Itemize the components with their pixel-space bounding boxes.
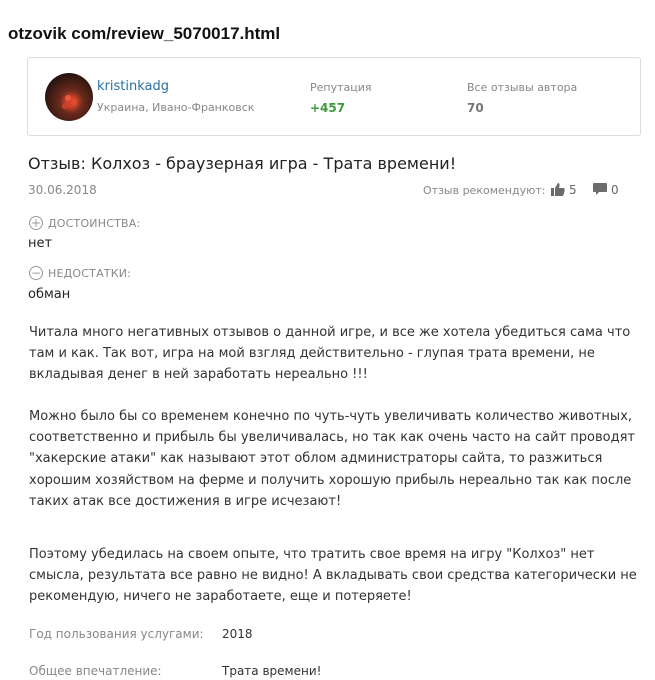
author-location: Украина, Ивано-Франковск	[97, 101, 255, 114]
minus-circle-icon: −	[30, 266, 42, 280]
usage-year-label: Год пользования услугами:	[29, 627, 204, 641]
usage-year-value: 2018	[222, 627, 253, 641]
author-card	[27, 57, 641, 136]
author-reviews-label[interactable]: Все отзывы автора	[467, 81, 578, 94]
comment-icon[interactable]	[593, 183, 607, 196]
pros-label: ДОСТОИНСТВА:	[48, 217, 141, 230]
impression-label: Общее впечатление:	[29, 664, 162, 678]
review-paragraph: Читала много негативных отзывов о данной игре, и все же хотела убедиться сама что там и как. Так вот, игра на мой взгляд действительно - глупая трата времени, не вкладывая денег в ней заработать нереально !!!	[29, 325, 631, 383]
author-username-link[interactable]: kristinkadg	[97, 79, 169, 94]
review-date: 30.06.2018	[28, 183, 97, 197]
review-paragraph: Можно было бы со временем конечно по чуть-чуть увеличивать количество животных, соответственно и прибыль бы увеличивалась, но так как очень часто на сайт проводят "хакерские атаки" как называют этот облом администраторы сайта, то разжиться хорошим хозяйством на ферме и получить хорошую прибыль нереально так как после таких атак все достижения в игре исчезают!	[29, 409, 635, 509]
comment-count: 0	[611, 183, 619, 197]
plus-circle-icon: +	[30, 216, 42, 230]
recommend-label: Отзыв рекомендуют:	[423, 184, 546, 197]
pros-text: нет	[28, 236, 53, 251]
review-paragraph: Поэтому убедилась на своем опыте, что тратить свое время на игру "Колхоз" нет смысла, результата все равно не видно! А вкладывать свои средства категорически не рекомендую, ничего не заработаете, еще и потеряете!	[29, 547, 637, 605]
impression-value: Трата времени!	[222, 664, 322, 678]
thumbs-up-icon[interactable]	[551, 183, 565, 196]
like-count: 5	[569, 183, 577, 197]
author-reviews-count[interactable]: 70	[467, 101, 484, 115]
cons-label: НЕДОСТАТКИ:	[48, 267, 132, 280]
avatar[interactable]	[45, 73, 93, 121]
reputation-value: +457	[310, 101, 346, 115]
review-title: Отзыв: Колхоз - браузерная игра - Трата времени!	[28, 154, 457, 173]
page-url: otzovik com/review_5070017.html	[8, 24, 281, 43]
reputation-label: Репутация	[310, 81, 372, 94]
cons-text: обман	[28, 287, 71, 302]
